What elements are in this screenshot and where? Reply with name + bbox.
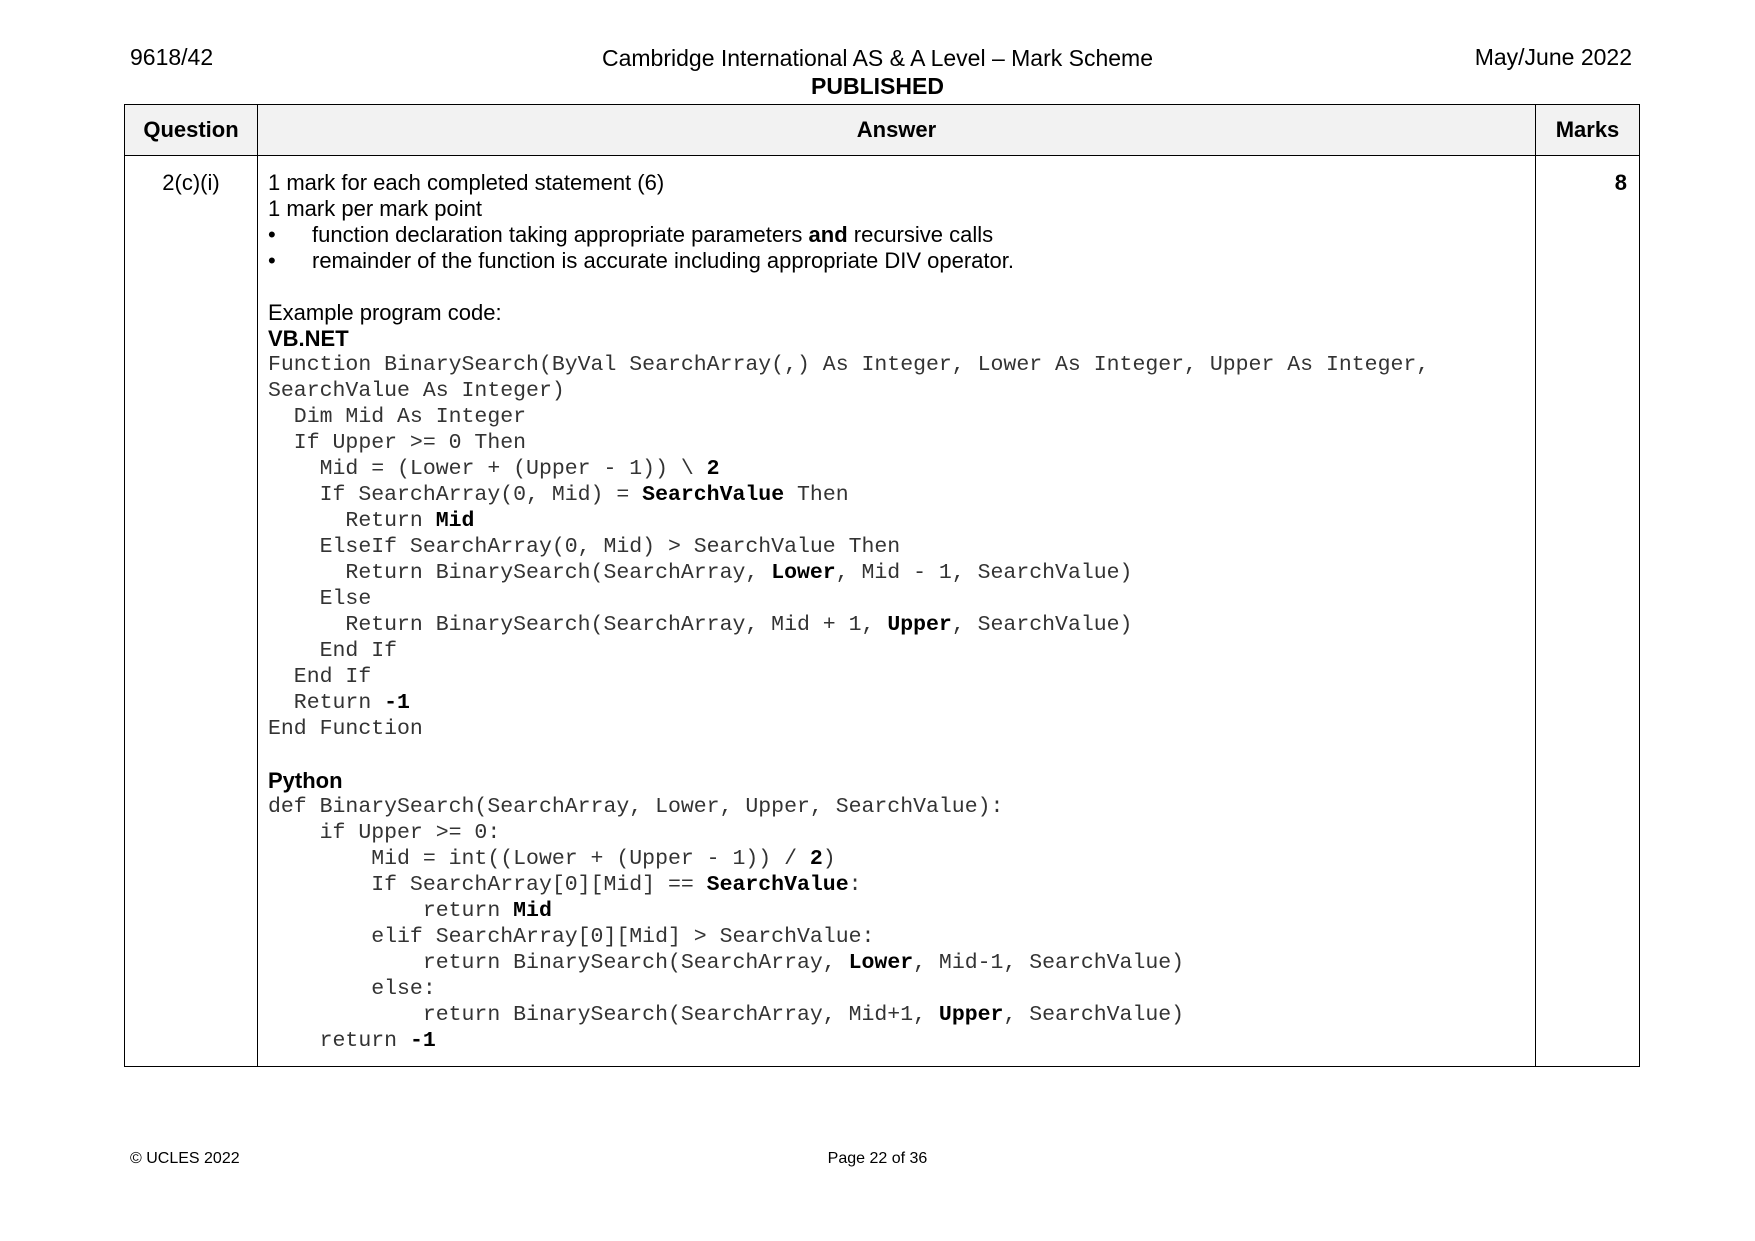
marking-note: 1 mark for each completed statement (6) — [268, 170, 665, 195]
code-line: End If — [268, 665, 372, 689]
code-line: if Upper >= 0: — [268, 821, 501, 845]
code-line: Return BinarySearch(SearchArray, Lower, Mid - 1, SearchValue) — [268, 561, 1133, 585]
code-line: End Function — [268, 717, 423, 741]
table-row — [125, 156, 1640, 1067]
answer-cell — [258, 156, 1536, 1067]
python-heading: Python — [268, 768, 343, 793]
question-column-header: Question — [125, 105, 258, 156]
question-number: 2(c)(i) — [125, 156, 258, 1067]
code-line: Return Mid — [268, 509, 475, 533]
vbnet-code-block — [268, 352, 1525, 742]
code-line: If Upper >= 0 Then — [268, 431, 527, 455]
code-line: elif SearchArray[0][Mid] > SearchValue: — [268, 925, 875, 949]
document-title: Cambridge International AS & A Level – Mark Scheme — [601, 45, 1154, 71]
mark-scheme-table — [124, 104, 1640, 1067]
code-line: return Mid — [268, 899, 552, 923]
example-label: Example program code: — [268, 300, 502, 325]
code-line: else: — [268, 977, 436, 1001]
vbnet-heading: VB.NET — [268, 326, 349, 351]
code-line: ElseIf SearchArray(0, Mid) > SearchValue Then — [268, 535, 901, 559]
code-line: End If — [268, 639, 398, 663]
paper-code: 9618/42 — [130, 44, 214, 70]
copyright: © UCLES 2022 — [130, 1150, 240, 1167]
answer-column-header: Answer — [258, 105, 1536, 156]
mark-point: • function declaration taking appropriate parameters and recursive calls — [268, 222, 1525, 248]
page-number: Page 22 of 36 — [827, 1150, 928, 1167]
marks-value: 8 — [1536, 156, 1640, 1067]
code-line: def BinarySearch(SearchArray, Lower, Upper, SearchValue): — [268, 795, 1004, 819]
code-line: Mid = (Lower + (Upper - 1)) \ 2 — [268, 457, 720, 481]
code-line: Else — [268, 587, 372, 611]
code-line: Function BinarySearch(ByVal SearchArray(,) As Integer, Lower As Integer, Upper As Integer, — [268, 353, 1430, 377]
code-line: If SearchArray[0][Mid] == SearchValue: — [268, 873, 862, 897]
code-line: SearchValue As Integer) — [268, 379, 565, 403]
published-label: PUBLISHED — [811, 73, 944, 99]
exam-session: May/June 2022 — [1474, 44, 1632, 70]
code-line: Return BinarySearch(SearchArray, Mid + 1, Upper, SearchValue) — [268, 613, 1133, 637]
mark-point: • remainder of the function is accurate including appropriate DIV operator. — [268, 248, 1525, 274]
code-line: Dim Mid As Integer — [268, 405, 527, 429]
marking-note: 1 mark per mark point — [268, 196, 482, 221]
code-line: return BinarySearch(SearchArray, Lower, Mid-1, SearchValue) — [268, 951, 1185, 975]
python-code-block — [268, 794, 1525, 1054]
code-line: Return -1 — [268, 691, 410, 715]
code-line: Mid = int((Lower + (Upper - 1)) / 2) — [268, 847, 836, 871]
table-header-row — [125, 105, 1640, 156]
marks-column-header: Marks — [1536, 105, 1640, 156]
code-line: return -1 — [268, 1029, 436, 1053]
code-line: If SearchArray(0, Mid) = SearchValue Then — [268, 483, 849, 507]
code-line: return BinarySearch(SearchArray, Mid+1, Upper, SearchValue) — [268, 1003, 1185, 1027]
